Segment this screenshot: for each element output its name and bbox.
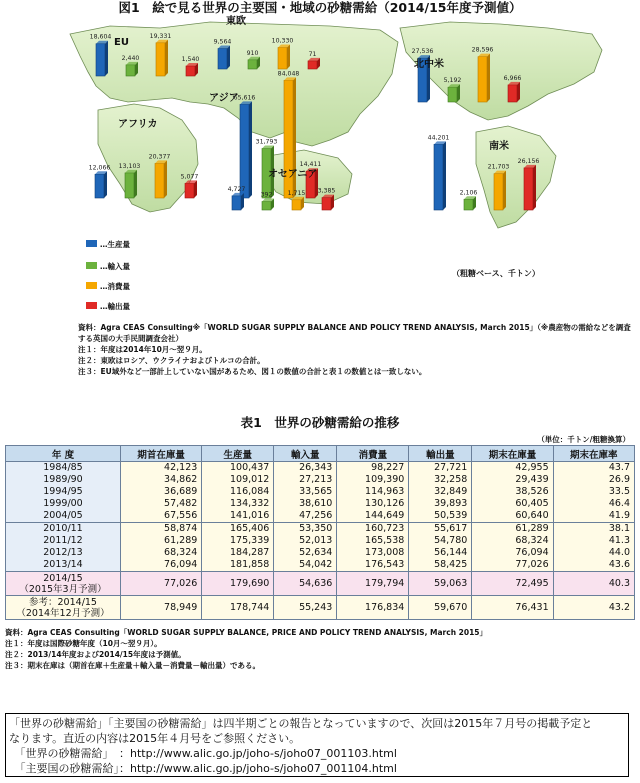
cell-opening-stock: 76,094: [121, 559, 202, 572]
cell-production: 178,744: [202, 596, 274, 620]
bar-exports: [524, 168, 533, 210]
bar-side-production: [241, 193, 244, 210]
col-header-stock-ratio: 期末在庫率: [553, 446, 634, 462]
col-header-year: 年 度: [6, 446, 121, 462]
table-note-1: 注１：年度は国際砂糖年度（10月～翌９月）。: [5, 639, 162, 648]
world-sugar-map: [0, 14, 640, 240]
cell-stock-ratio: 40.3: [553, 572, 634, 596]
region-label: アジア: [209, 93, 239, 104]
table-row: [6, 462, 635, 475]
cell-opening-stock: 77,026: [121, 572, 202, 596]
table-row-projection: [6, 572, 635, 596]
south-america-shape: [476, 126, 556, 228]
cell-closing-stock: 68,324: [472, 535, 553, 547]
col-header-consumption: 消費量: [337, 446, 409, 462]
cell-exports: 55,617: [409, 523, 472, 536]
bar-imports: [248, 60, 257, 69]
bar-imports: [464, 199, 473, 210]
cell-production: 175,339: [202, 535, 274, 547]
cell-year-reference: [6, 596, 121, 620]
legend-swatch-consumption: [86, 282, 97, 289]
data-label-exports: 26,156: [517, 157, 540, 165]
cell-consumption: 160,723: [337, 523, 409, 536]
bar-side-exports: [533, 165, 536, 210]
legend-swatch-exports: [86, 302, 97, 309]
data-label-exports: 5,077: [180, 173, 199, 181]
cell-exports: 39,893: [409, 498, 472, 510]
bar-side-production: [249, 101, 252, 198]
figure-notes: [78, 322, 638, 377]
table-row: [6, 486, 635, 498]
bar-side-production: [443, 141, 446, 210]
cell-exports: 59,063: [409, 572, 472, 596]
table-row: [6, 535, 635, 547]
legend-label-imports: …輸入量: [100, 262, 130, 271]
data-label-consumption: 84,048: [277, 70, 300, 78]
cell-opening-stock: 42,123: [121, 462, 202, 475]
bar-consumption: [278, 48, 287, 69]
cell-closing-stock: 42,955: [472, 462, 553, 475]
data-label-imports: 5,192: [443, 77, 462, 85]
cell-stock-ratio: 38.1: [553, 523, 634, 536]
bar-consumption: [478, 57, 487, 102]
bar-side-consumption: [503, 171, 506, 210]
bar-imports: [262, 201, 271, 210]
cell-year-projection: [6, 572, 121, 596]
cell-production: 134,332: [202, 498, 274, 510]
cell-exports: 32,849: [409, 486, 472, 498]
data-label-production: 9,564: [213, 38, 232, 46]
cell-imports: 27,213: [274, 474, 337, 486]
cell-exports: 32,258: [409, 474, 472, 486]
cell-production: 109,012: [202, 474, 274, 486]
bar-side-imports: [457, 84, 460, 102]
cell-year-line2: （2014年12月予測）: [16, 607, 110, 619]
cell-opening-stock: 34,862: [121, 474, 202, 486]
cell-year: 1994/95: [6, 486, 121, 498]
col-header-imports: 輸入量: [274, 446, 337, 462]
bar-exports: [186, 66, 195, 76]
figure-note-3: 注３：EU域外など一部計上していない国があるため、図１の数値の合計と表１の数値とは一致しない。: [78, 367, 427, 376]
cell-exports: 58,425: [409, 559, 472, 572]
cell-exports: 56,144: [409, 547, 472, 559]
legend-swatch-production: [86, 240, 97, 247]
data-label-exports: 1,540: [181, 55, 200, 63]
cell-production: 179,690: [202, 572, 274, 596]
col-header-exports: 輸出量: [409, 446, 472, 462]
bar-consumption: [284, 80, 293, 198]
table-row: [6, 498, 635, 510]
cell-opening-stock: 68,324: [121, 547, 202, 559]
cell-year: 2012/13: [6, 547, 121, 559]
bar-side-production: [227, 46, 230, 69]
cell-year: 2011/12: [6, 535, 121, 547]
cell-year: 2010/11: [6, 523, 121, 536]
bar-consumption: [155, 163, 164, 198]
region-label: 北中米: [414, 59, 444, 70]
cell-production: 184,287: [202, 547, 274, 559]
cell-closing-stock: 60,405: [472, 498, 553, 510]
data-label-consumption: 28,596: [471, 46, 494, 54]
bar-production: [240, 104, 249, 198]
data-label-imports: 2,440: [121, 54, 140, 62]
cell-imports: 55,243: [274, 596, 337, 620]
cell-year-line1: 2014/15: [43, 572, 83, 584]
cell-consumption: 176,834: [337, 596, 409, 620]
bar-production: [95, 174, 104, 198]
info-line-4[interactable]: 「主要国の砂糖需給」：http://www.alic.go.jp/joho-s/joho07_001104.html: [9, 762, 397, 775]
data-label-imports: 31,793: [255, 138, 278, 146]
cell-stock-ratio: 46.4: [553, 498, 634, 510]
table-unit: （単位：千トン/粗糖換算）: [537, 435, 630, 444]
legend-swatch-imports: [86, 262, 97, 269]
figure-note-source: 資料：Agra CEAS Consulting※「WORLD SUGAR SUPPLY BALANCE AND POLICY TREND ANALYSIS, March 2015」（※農産物の需給などを調査する英国の大手民間調査会社）: [78, 323, 631, 343]
cell-exports: 27,721: [409, 462, 472, 475]
cell-stock-ratio: 41.3: [553, 535, 634, 547]
cell-production: 100,437: [202, 462, 274, 475]
bar-side-consumption: [287, 45, 290, 69]
table-row: [6, 523, 635, 536]
cell-exports: 59,670: [409, 596, 472, 620]
cell-year-line2: （2015年3月予測）: [19, 583, 107, 595]
cell-closing-stock: 61,289: [472, 523, 553, 536]
sugar-balance-table: [5, 445, 635, 620]
cell-consumption: 176,543: [337, 559, 409, 572]
cell-stock-ratio: 33.5: [553, 486, 634, 498]
bar-consumption: [156, 43, 165, 76]
bar-side-production: [104, 171, 107, 198]
col-header-production: 生産量: [202, 446, 274, 462]
cell-opening-stock: 61,289: [121, 535, 202, 547]
cell-production: 165,406: [202, 523, 274, 536]
cell-year: 1989/90: [6, 474, 121, 486]
table-note-source: 資料：Agra CEAS Consulting「WORLD SUGAR SUPPLY BALANCE, PRICE AND POLICY TREND ANALYSIS, March 2015」: [5, 628, 488, 637]
legend-label-production: …生産量: [100, 240, 130, 249]
bar-side-exports: [194, 180, 197, 198]
cell-consumption: 165,538: [337, 535, 409, 547]
cell-imports: 52,634: [274, 547, 337, 559]
cell-imports: 47,256: [274, 510, 337, 523]
table-row: [6, 559, 635, 572]
cell-closing-stock: 77,026: [472, 559, 553, 572]
table-row-reference: [6, 596, 635, 620]
figure-title: 図1 絵で見る世界の主要国・地域の砂糖需給（2014/15年度予測値）: [118, 0, 522, 15]
data-label-exports: 6,966: [503, 74, 522, 82]
figure-unit-note: （粗糖ベース、千トン）: [452, 269, 540, 278]
cell-exports: 54,780: [409, 535, 472, 547]
cell-consumption: 98,227: [337, 462, 409, 475]
data-label-production: 4,727: [227, 185, 246, 193]
legend-label-consumption: …消費量: [100, 282, 130, 291]
cell-exports: 50,539: [409, 510, 472, 523]
cell-opening-stock: 78,949: [121, 596, 202, 620]
cell-closing-stock: 72,495: [472, 572, 553, 596]
data-label-exports: 14,411: [299, 161, 322, 169]
data-label-production: 65,616: [233, 94, 256, 102]
info-box: [5, 713, 629, 777]
cell-year: 1999/00: [6, 498, 121, 510]
cell-imports: 53,350: [274, 523, 337, 536]
cell-consumption: 109,390: [337, 474, 409, 486]
cell-closing-stock: 29,439: [472, 474, 553, 486]
cell-year-line1: 参考：2014/15: [29, 596, 97, 608]
table-note-2: 注２：2013/14年度および2014/15年度は予測値。: [5, 650, 186, 659]
data-label-exports: 3,385: [317, 187, 336, 195]
bar-imports: [125, 173, 134, 198]
cell-imports: 33,565: [274, 486, 337, 498]
cell-stock-ratio: 43.2: [553, 596, 634, 620]
cell-imports: 54,042: [274, 559, 337, 572]
bar-exports: [322, 198, 331, 210]
cell-closing-stock: 76,094: [472, 547, 553, 559]
data-label-consumption: 10,330: [271, 37, 294, 45]
data-label-imports: 13,103: [118, 162, 141, 170]
cell-production: 181,858: [202, 559, 274, 572]
bar-production: [96, 44, 105, 76]
region-label: アフリカ: [118, 119, 158, 130]
data-label-consumption: 20,377: [148, 153, 171, 161]
cell-closing-stock: 60,640: [472, 510, 553, 523]
table-notes: [5, 627, 565, 671]
cell-production: 141,016: [202, 510, 274, 523]
data-label-production: 27,536: [411, 48, 434, 56]
bar-consumption: [292, 200, 301, 210]
cell-imports: 38,610: [274, 498, 337, 510]
cell-stock-ratio: 44.0: [553, 547, 634, 559]
cell-year: 2004/05: [6, 510, 121, 523]
info-line-2: なります。直近の内容は2015年４月号をご参照ください。: [9, 732, 301, 745]
table-title: 表1 世界の砂糖需給の推移: [240, 415, 400, 430]
data-label-production: 44,201: [427, 134, 450, 142]
table-row: [6, 547, 635, 559]
cell-stock-ratio: 43.6: [553, 559, 634, 572]
cell-consumption: 130,126: [337, 498, 409, 510]
table-row: [6, 474, 635, 486]
region-label: 南米: [489, 141, 509, 152]
region-label: EU: [114, 37, 129, 48]
region-label: オセアニア: [268, 169, 318, 180]
cell-opening-stock: 67,556: [121, 510, 202, 523]
cell-closing-stock: 76,431: [472, 596, 553, 620]
data-label-imports: 910: [246, 49, 259, 57]
cell-consumption: 179,794: [337, 572, 409, 596]
bar-side-production: [105, 41, 108, 76]
data-label-imports: 392: [260, 191, 273, 199]
bar-production: [434, 144, 443, 210]
cell-consumption: 144,649: [337, 510, 409, 523]
cell-stock-ratio: 43.7: [553, 462, 634, 475]
info-line-1: 「世界の砂糖需給」「主要国の砂糖需給」は四半期ごとの報告となっていますので、次回は2015年７月号の掲載予定と: [9, 717, 593, 730]
cell-imports: 26,343: [274, 462, 337, 475]
cell-production: 116,084: [202, 486, 274, 498]
data-label-production: 18,604: [89, 33, 112, 41]
cell-consumption: 114,963: [337, 486, 409, 498]
cell-imports: 52,013: [274, 535, 337, 547]
cell-closing-stock: 38,526: [472, 486, 553, 498]
table-header-row: [6, 446, 635, 462]
bar-side-exports: [517, 82, 520, 102]
bar-imports: [126, 65, 135, 76]
col-header-closing-stock: 期末在庫量: [472, 446, 553, 462]
north-america-shape: [400, 22, 602, 120]
data-label-production: 12,066: [88, 164, 111, 172]
bar-exports: [308, 61, 317, 69]
table-note-3: 注３：期末在庫は（期首在庫＋生産量＋輸入量－消費量－輸出量）である。: [5, 661, 260, 670]
table-row: [6, 510, 635, 523]
data-label-consumption: 1,715: [287, 189, 306, 197]
cell-stock-ratio: 26.9: [553, 474, 634, 486]
cell-year: 1984/85: [6, 462, 121, 475]
bar-consumption: [494, 174, 503, 210]
data-label-imports: 2,106: [459, 189, 478, 197]
data-label-exports: 71: [308, 50, 317, 58]
cell-year: 2013/14: [6, 559, 121, 572]
bar-side-imports: [134, 170, 137, 198]
cell-imports: 54,636: [274, 572, 337, 596]
col-header-opening-stock: 期首在庫量: [121, 446, 202, 462]
figure-note-2: 注２：東欧はロシア、ウクライナおよびトルコの合計。: [78, 356, 265, 365]
cell-opening-stock: 36,689: [121, 486, 202, 498]
cell-consumption: 173,008: [337, 547, 409, 559]
figure-note-1: 注１：年度は2014年10月～翌９月。: [78, 345, 207, 354]
cell-opening-stock: 58,874: [121, 523, 202, 536]
region-label: 東欧: [226, 16, 246, 27]
bar-production: [218, 49, 227, 69]
bar-imports: [448, 87, 457, 102]
bar-side-consumption: [165, 40, 168, 76]
data-label-consumption: 19,331: [149, 32, 172, 40]
cell-opening-stock: 57,482: [121, 498, 202, 510]
bar-side-consumption: [487, 54, 490, 102]
data-label-consumption: 21,703: [487, 163, 510, 171]
bar-side-consumption: [164, 160, 167, 198]
bar-production: [232, 196, 241, 210]
info-line-3[interactable]: 「世界の砂糖需給」 ：http://www.alic.go.jp/joho-s/joho07_001103.html: [9, 747, 397, 760]
bar-exports: [185, 183, 194, 198]
cell-stock-ratio: 41.9: [553, 510, 634, 523]
bar-exports: [508, 85, 517, 102]
legend-label-exports: …輸出量: [100, 302, 130, 311]
